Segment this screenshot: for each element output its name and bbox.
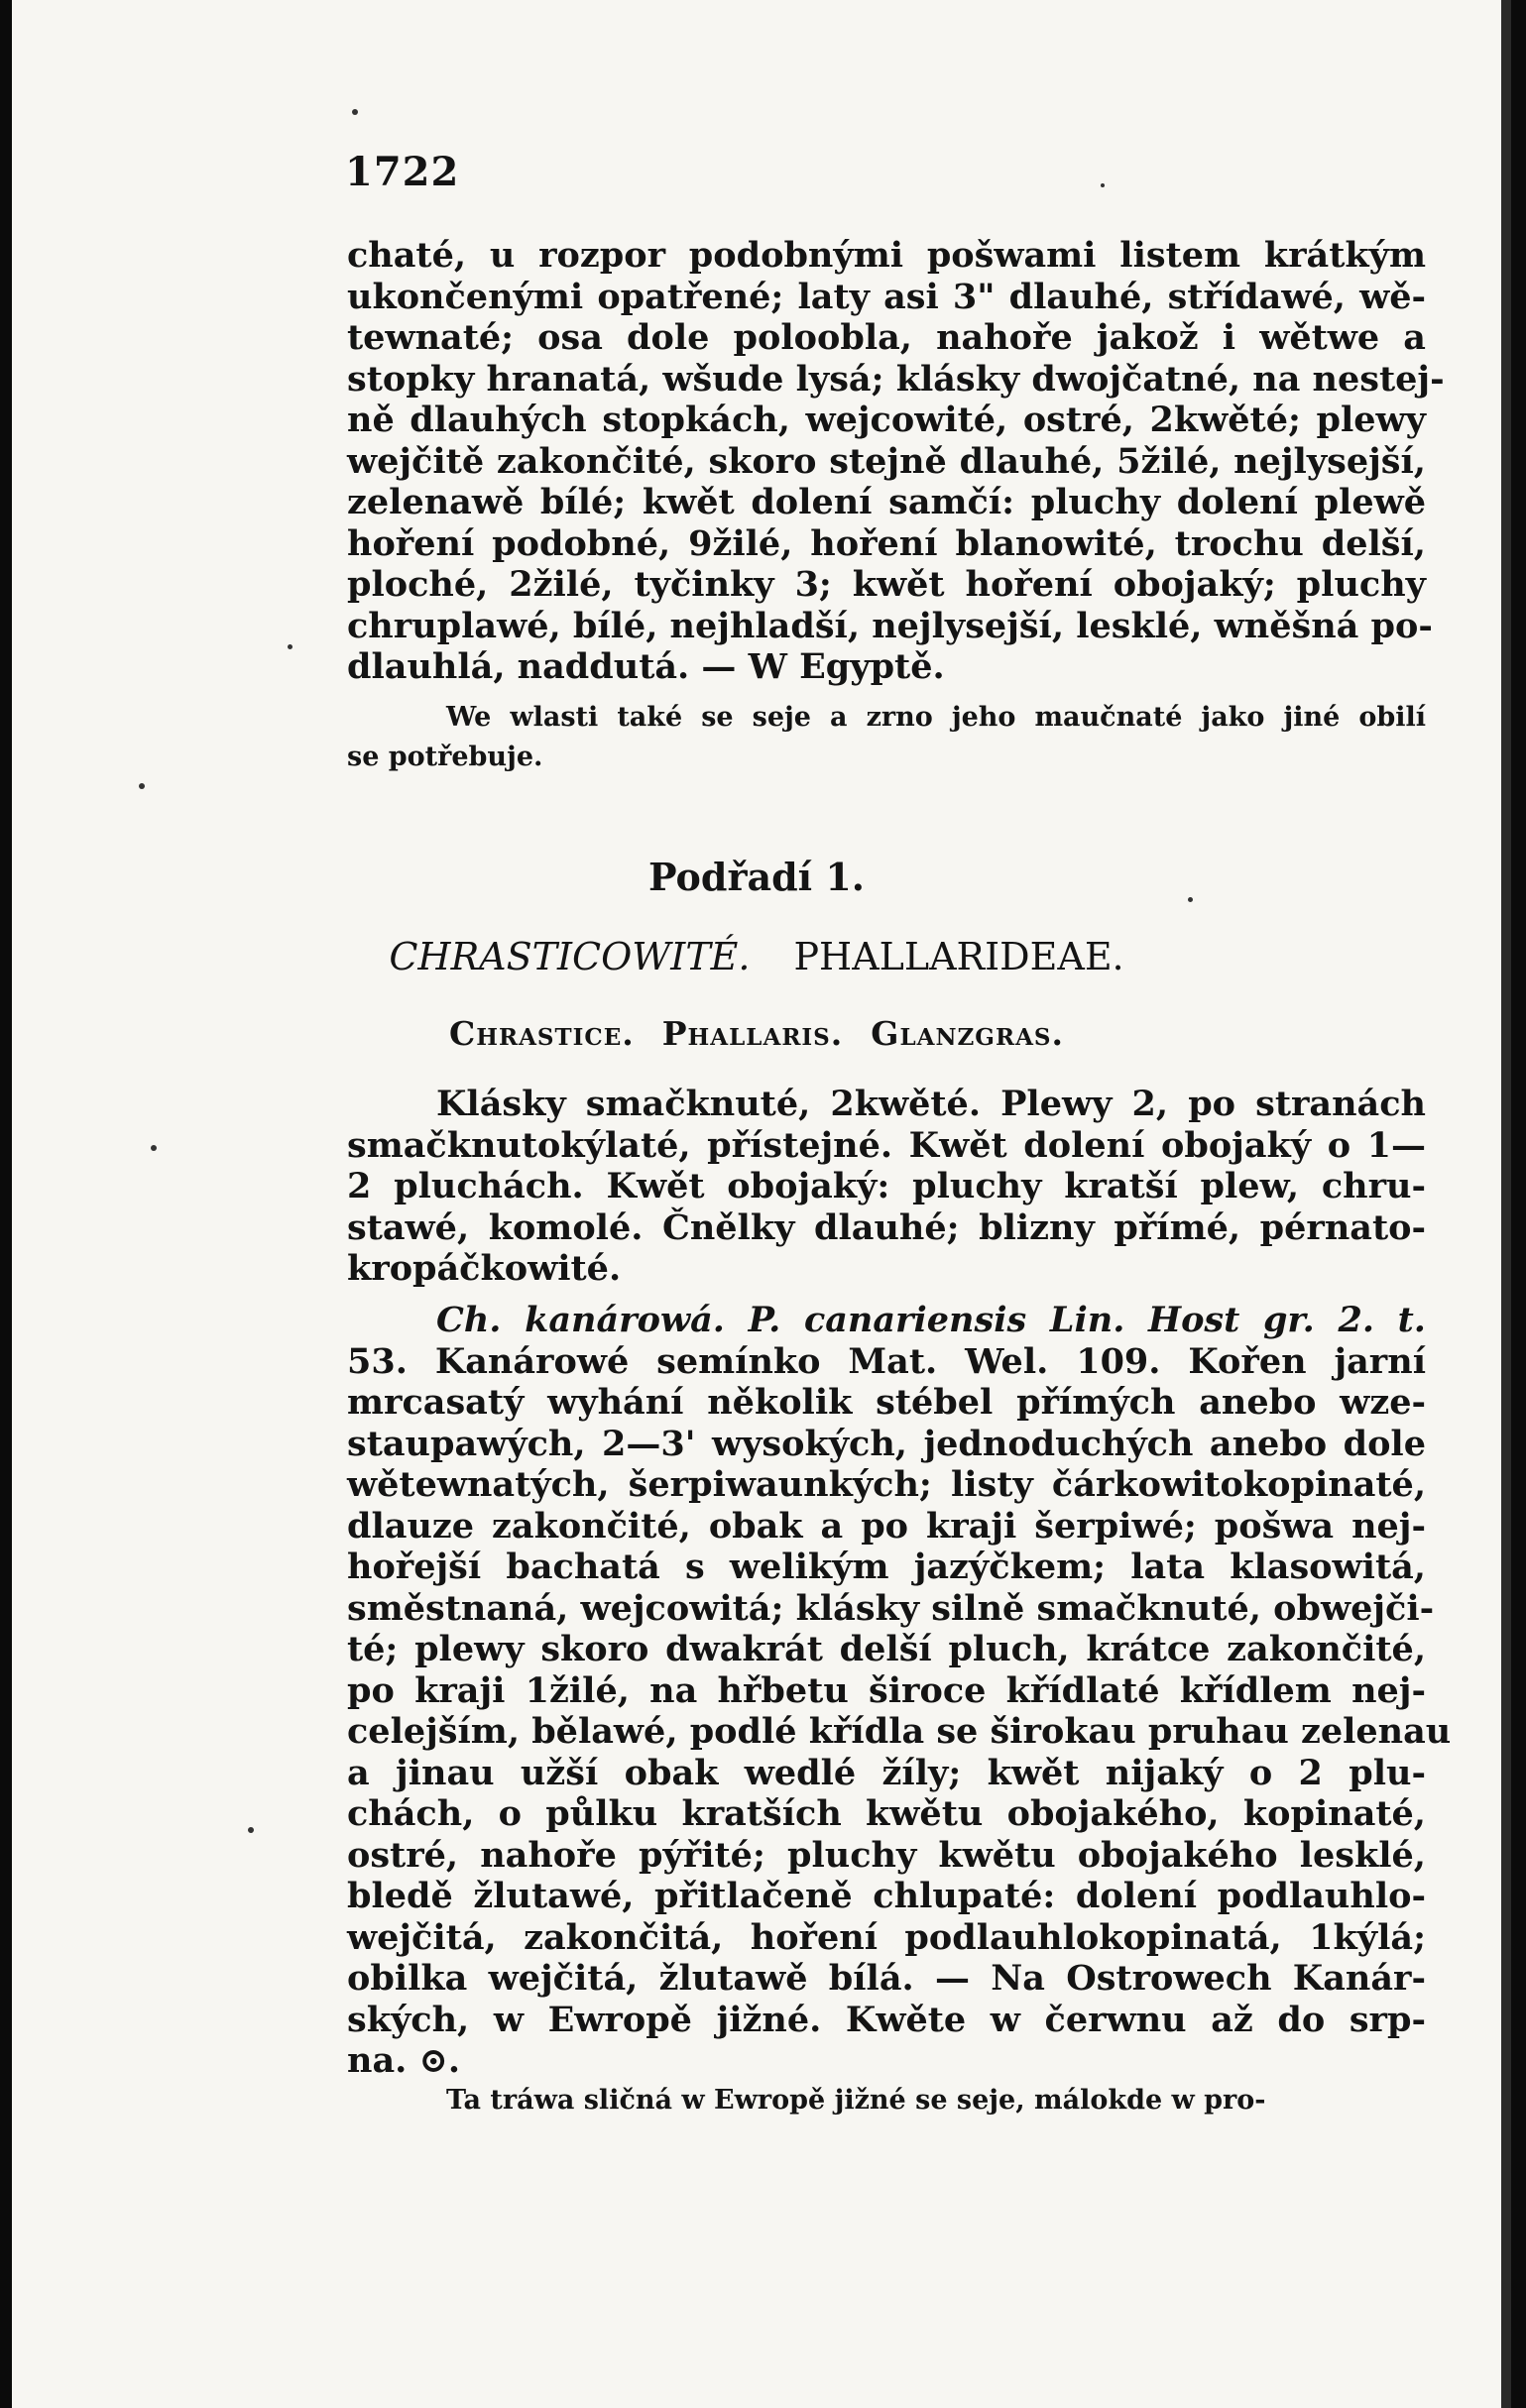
paragraph-species-description (347, 1300, 1452, 2082)
text-line: směstnaná, wejcowitá; klásky silně smačknuté, obwejči- (347, 1587, 1435, 1629)
text-line: celejším, bělawé, podlé křídla se širokau pruhau zelenau (347, 1711, 1452, 1752)
paper-speck (151, 1145, 157, 1151)
text-line: Klásky smačknuté, 2kwěté. Plewy 2, po stranách (436, 1084, 1426, 1124)
text-line: stawé, komolé. Čnělky dlauhé; blizny přímé, pérnato- (347, 1206, 1426, 1248)
genus-german-name: Glanzgras. (871, 1014, 1065, 1053)
text-line: mrcasatý wyhání několik stébel přímých anebo wze- (347, 1382, 1426, 1423)
text-line: 53. Kanárowé semínko Mat. Wel. 109. Kořen jarní (347, 1340, 1426, 1382)
text-line: Ch. kanárowá. P. canariensis Lin. Host gr. 2. t. (436, 1300, 1426, 1340)
text-line: ploché, 2žilé, tyčinky 3; kwět hoření obojaký; pluchy (347, 564, 1426, 605)
text-line: kropáčkowité. (347, 1248, 622, 1289)
paper-speck (288, 644, 293, 649)
suborder-heading: Podřadí 1. (647, 855, 866, 899)
text-line: wejčitě zakončité, skoro stejně dlauhé, 5žilé, nejlysejší, (347, 440, 1426, 482)
text-line: tewnaté; osa dole poloobla, nahoře jakož i wětwe a (347, 317, 1426, 358)
text-line: staupawých, 2—3' wysokých, jednoduchých anebo dole (347, 1423, 1426, 1464)
family-latin-name: PHALLARIDEAE. (793, 935, 1124, 978)
page-edge-shadow (1501, 0, 1511, 2408)
text-line: ostré, nahoře pýřité; pluchy kwětu obojakého lesklé, (347, 1834, 1426, 1876)
family-czech-name: CHRASTICOWITÉ. (389, 935, 751, 978)
text-line: zelenawě bílé; kwět dolení samčí: pluchy dolení plewě (347, 482, 1426, 522)
note-usage-2 (347, 2081, 1426, 2121)
note-usage-1 (347, 698, 1426, 777)
text-line: dlauhlá, naddutá. — W Egyptě. (347, 646, 945, 687)
text-line: wětewnatých, šerpiwaunkých; listy čárkowitokopinaté, (347, 1464, 1426, 1505)
paper-speck (352, 109, 358, 115)
note-line: Ta tráwa sličná w Ewropě jižné se seje, málokde w pro- (446, 2085, 1266, 2116)
text-line: ukončenými opatřené; laty asi 3" dlauhé, střídawé, wě- (347, 276, 1426, 317)
text-line: obilka wejčitá, žlutawě bílá. — Na Ostrowech Kanár- (347, 1958, 1426, 1999)
paper-speck (1188, 897, 1193, 902)
family-heading (12, 932, 1501, 981)
text-line: hoření podobné, 9žilé, hoření blanowité, trochu delší, (347, 522, 1426, 564)
text-line: wejčitá, zakončitá, hoření podlauhlokopinatá, 1kýlá; (347, 1916, 1426, 1958)
paper-speck (139, 783, 145, 789)
text-line: chaté, u rozpor podobnými pošwami listem krátkým (347, 235, 1426, 276)
text-line: a jinau užší obak wedlé žíly; kwět nijaký o 2 plu- (347, 1752, 1426, 1793)
text-line: ně dlauhých stopkách, wejcowité, ostré, 2kwěté; plewy (347, 400, 1426, 440)
text-line: stopky hranatá, wšude lysá; klásky dwojčatné, na nestej- (347, 358, 1445, 400)
text-line: hořejší bachatá s welikým jazýčkem; lata klasowitá, (347, 1547, 1426, 1587)
text-line: bledě žlutawé, přitlačeně chlupaté: dolení podlauhlo- (347, 1876, 1426, 1916)
paper-speck (1101, 183, 1105, 187)
text-line: chruplawé, bílé, nejhladší, nejlysejší, lesklé, wněšná po- (347, 605, 1433, 646)
page-number: 1722 (345, 149, 460, 195)
text-line: ských, w Ewropě jižné. Kwěte w čerwnu až do srp- (347, 1999, 1426, 2040)
genus-heading (12, 1011, 1501, 1057)
paragraph-grass-description (347, 235, 1445, 688)
text-line: té; plewy skoro dwakrát delší pluch, krátce zakončité, (347, 1629, 1426, 1669)
text-line: dlauze zakončité, obak a po kraji šerpiwé; pošwa nej- (347, 1505, 1426, 1547)
text-line: smačknutokýlaté, přístejné. Kwět dolení obojaký o 1— (347, 1124, 1426, 1166)
text-line: chách, o půlku kratších kwětu obojakého, kopinaté, (347, 1793, 1426, 1834)
text-line: 2 pluchách. Kwět obojaký: pluchy kratší plew, chru- (347, 1166, 1426, 1206)
paragraph-genus-description (347, 1084, 1426, 1290)
text-line: po kraji 1žilé, na hřbetu široce křídlaté křídlem nej- (347, 1669, 1426, 1711)
paper-speck (248, 1827, 254, 1833)
genus-latin-name: Phallaris. (661, 1014, 844, 1053)
note-line: We wlasti také se seje a zrno jeho maučnaté jako jiné obilí (446, 702, 1426, 733)
genus-czech-name: Chrastice. (448, 1014, 635, 1053)
text-line: na. ⊙. (347, 2040, 461, 2081)
note-line: se potřebuje. (347, 742, 543, 772)
